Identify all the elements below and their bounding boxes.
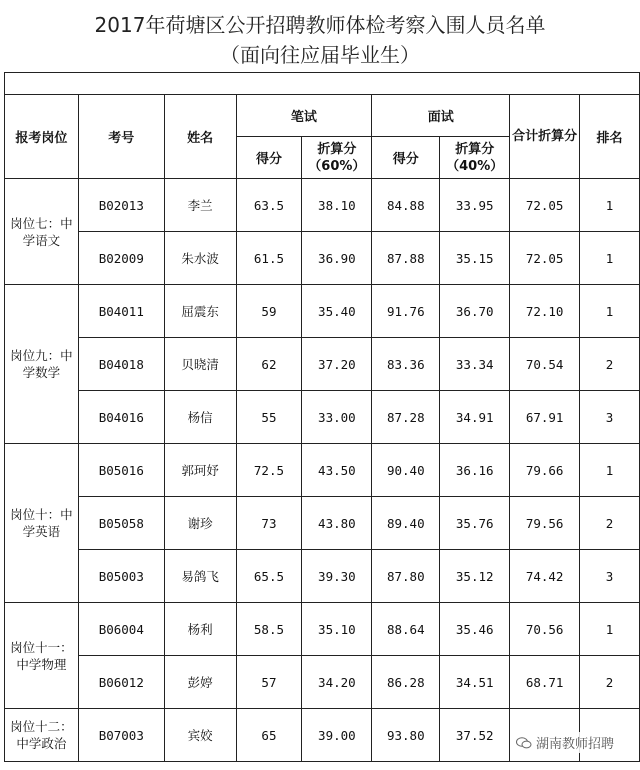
name-cell: 贝晓清 — [164, 338, 236, 391]
interview-converted-cell: 37.52 — [440, 709, 510, 762]
header-written-score: 得分 — [236, 137, 302, 179]
rank-cell: 2 — [580, 656, 640, 709]
rank-cell: 2 — [580, 497, 640, 550]
name-cell: 郭珂妤 — [164, 444, 236, 497]
header-interview-converted: 折算分（40%） — [440, 137, 510, 179]
written-score-cell: 59 — [236, 285, 302, 338]
interview-converted-cell: 36.16 — [440, 444, 510, 497]
name-cell: 易鸽飞 — [164, 550, 236, 603]
id-cell: B04011 — [78, 285, 164, 338]
interview-converted-cell: 36.70 — [440, 285, 510, 338]
position-cell: 岗位十：中学英语 — [5, 444, 79, 603]
written-score-cell: 73 — [236, 497, 302, 550]
interview-converted-cell: 33.95 — [440, 179, 510, 232]
header-interview-score: 得分 — [372, 137, 440, 179]
name-cell: 李兰 — [164, 179, 236, 232]
written-score-cell: 57 — [236, 656, 302, 709]
interview-score-cell: 87.88 — [372, 232, 440, 285]
name-cell: 谢珍 — [164, 497, 236, 550]
total-cell: 67.91 — [510, 391, 580, 444]
id-cell: B02009 — [78, 232, 164, 285]
written-score-cell: 72.5 — [236, 444, 302, 497]
written-converted-cell: 38.10 — [302, 179, 372, 232]
interview-score-cell: 84.88 — [372, 179, 440, 232]
interview-score-cell: 90.40 — [372, 444, 440, 497]
interview-score-cell: 93.80 — [372, 709, 440, 762]
total-cell: 72.05 — [510, 232, 580, 285]
name-cell: 宾姣 — [164, 709, 236, 762]
table-row — [5, 285, 640, 338]
table-row — [5, 338, 640, 391]
written-score-cell: 55 — [236, 391, 302, 444]
candidate-table — [4, 72, 640, 762]
written-score-cell: 61.5 — [236, 232, 302, 285]
written-converted-cell: 43.80 — [302, 497, 372, 550]
name-cell: 杨信 — [164, 391, 236, 444]
blank-row — [5, 73, 640, 95]
position-cell: 岗位十一：中学物理 — [5, 603, 79, 709]
written-converted-cell: 35.10 — [302, 603, 372, 656]
header-rank: 排名 — [580, 95, 640, 179]
position-cell: 岗位七：中学语文 — [5, 179, 79, 285]
interview-score-cell: 86.28 — [372, 656, 440, 709]
rank-cell: 3 — [580, 550, 640, 603]
id-cell: B05003 — [78, 550, 164, 603]
blank-cell — [5, 73, 640, 95]
rank-cell: 3 — [580, 391, 640, 444]
name-cell: 彭婷 — [164, 656, 236, 709]
interview-score-cell: 91.76 — [372, 285, 440, 338]
interview-score-cell: 87.28 — [372, 391, 440, 444]
table-row — [5, 444, 640, 497]
id-cell: B05016 — [78, 444, 164, 497]
written-score-cell: 62 — [236, 338, 302, 391]
total-cell: 72.10 — [510, 285, 580, 338]
interview-converted-cell: 33.34 — [440, 338, 510, 391]
interview-score-cell: 83.36 — [372, 338, 440, 391]
rank-cell: 1 — [580, 444, 640, 497]
rank-cell: 1 — [580, 232, 640, 285]
table-row — [5, 179, 640, 232]
position-cell: 岗位九：中学数学 — [5, 285, 79, 444]
header-position: 报考岗位 — [5, 95, 79, 179]
table-row — [5, 391, 640, 444]
header-row-1 — [5, 95, 640, 137]
id-cell: B07003 — [78, 709, 164, 762]
interview-converted-cell: 35.46 — [440, 603, 510, 656]
total-cell: 68.71 — [510, 656, 580, 709]
written-score-cell: 65 — [236, 709, 302, 762]
interview-converted-cell: 35.15 — [440, 232, 510, 285]
written-converted-cell: 39.30 — [302, 550, 372, 603]
name-cell: 杨利 — [164, 603, 236, 656]
table-row — [5, 497, 640, 550]
header-interview: 面试 — [372, 95, 510, 137]
written-score-cell: 63.5 — [236, 179, 302, 232]
written-converted-cell: 43.50 — [302, 444, 372, 497]
header-written-converted: 折算分（60%） — [302, 137, 372, 179]
total-cell: 79.66 — [510, 444, 580, 497]
rank-cell: 1 — [580, 603, 640, 656]
id-cell: B06004 — [78, 603, 164, 656]
interview-score-cell: 87.80 — [372, 550, 440, 603]
written-score-cell: 58.5 — [236, 603, 302, 656]
interview-score-cell: 88.64 — [372, 603, 440, 656]
total-cell: 70.54 — [510, 338, 580, 391]
table-row — [5, 550, 640, 603]
table-row — [5, 232, 640, 285]
total-cell: 79.56 — [510, 497, 580, 550]
id-cell: B04016 — [78, 391, 164, 444]
table-row — [5, 656, 640, 709]
interview-score-cell: 89.40 — [372, 497, 440, 550]
written-converted-cell: 39.00 — [302, 709, 372, 762]
written-converted-cell: 35.40 — [302, 285, 372, 338]
id-cell: B06012 — [78, 656, 164, 709]
name-cell: 朱水波 — [164, 232, 236, 285]
position-cell: 岗位十二：中学政治 — [5, 709, 79, 762]
id-cell: B04018 — [78, 338, 164, 391]
written-converted-cell: 33.00 — [302, 391, 372, 444]
header-total — [510, 95, 580, 179]
rank-cell: 1 — [580, 285, 640, 338]
interview-converted-cell: 35.76 — [440, 497, 510, 550]
id-cell: B02013 — [78, 179, 164, 232]
written-score-cell: 65.5 — [236, 550, 302, 603]
interview-converted-cell: 34.91 — [440, 391, 510, 444]
header-name: 姓名 — [164, 95, 236, 179]
header-written: 笔试 — [236, 95, 372, 137]
wechat-icon — [516, 737, 532, 749]
watermark — [512, 732, 618, 753]
rank-cell: 1 — [580, 179, 640, 232]
document-title: 2017年荷塘区公开招聘教师体检考察入围人员名单 — [94, 13, 546, 37]
written-converted-cell: 36.90 — [302, 232, 372, 285]
watermark-text: 湖南教师招聘 — [535, 737, 614, 752]
rank-cell: 2 — [580, 338, 640, 391]
interview-converted-cell: 34.51 — [440, 656, 510, 709]
written-converted-cell: 34.20 — [302, 656, 372, 709]
header-id: 考号 — [78, 95, 164, 179]
table-row — [5, 603, 640, 656]
total-cell: 70.56 — [510, 603, 580, 656]
header-total-text: 合计折算分 — [512, 129, 578, 144]
written-converted-cell: 37.20 — [302, 338, 372, 391]
name-cell: 屈震东 — [164, 285, 236, 338]
total-cell: 72.05 — [510, 179, 580, 232]
interview-converted-cell: 35.12 — [440, 550, 510, 603]
id-cell: B05058 — [78, 497, 164, 550]
total-cell: 74.42 — [510, 550, 580, 603]
document-subtitle: （面向往应届毕业生） — [220, 43, 420, 67]
